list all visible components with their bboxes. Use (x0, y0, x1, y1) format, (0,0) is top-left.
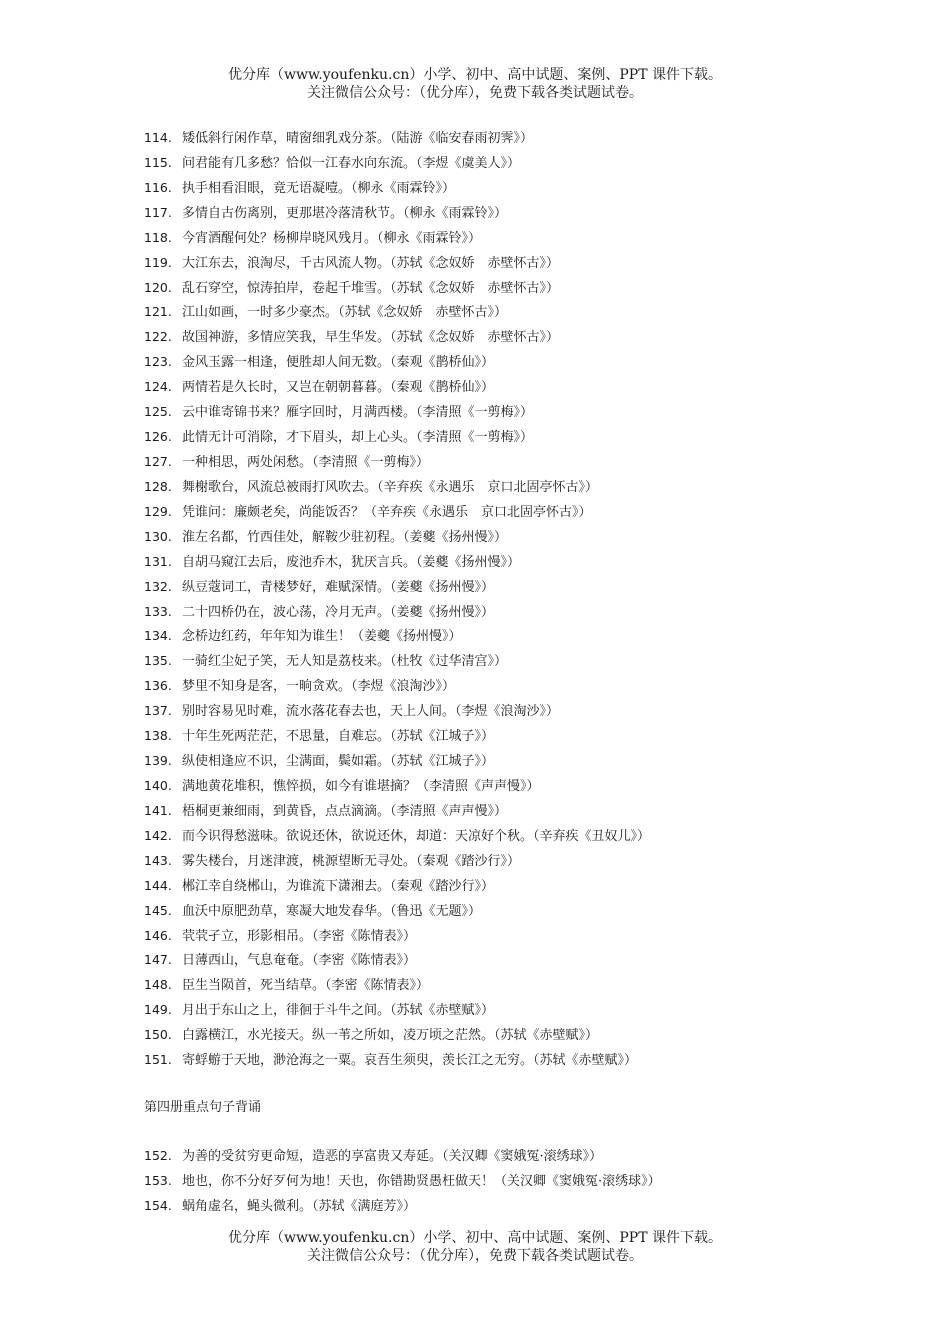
list-item (144, 525, 904, 550)
item-text: 凭谁问：廉颇老矣，尚能饭否？（辛弃疾《永遇乐 京口北固亭怀古》） (182, 504, 592, 520)
item-text: 雾失楼台，月迷津渡，桃源望断无寻处。（秦观《踏沙行》） (182, 853, 521, 869)
section-title: 第四册重点句子背诵 (144, 1100, 262, 1115)
item-text: 问君能有几多愁？恰似一江春水向东流。（李煜《虞美人》） (182, 155, 521, 171)
item-number: 146. (144, 927, 172, 943)
item-text: 郴江幸自绕郴山，为谁流下潇湘去。（秦观《踏沙行》） (182, 878, 495, 894)
item-text: 故国神游，多情应笑我，早生华发。（苏轼《念奴娇 赤壁怀古》） (182, 330, 560, 346)
header-line-2: 关注微信公众号：（优分库），免费下载各类试题试卷。 (307, 85, 643, 101)
sentence-list-2 (144, 1144, 904, 1219)
list-item (144, 151, 904, 176)
item-number: 138. (144, 728, 172, 744)
item-number: 129. (144, 503, 172, 519)
list-item (144, 600, 904, 625)
item-text: 蜗角虚名，蝇头微利。（苏轼《满庭芳》） (182, 1198, 417, 1214)
list-item (144, 276, 904, 301)
item-text: 乱石穿空，惊涛拍岸，卷起千堆雪。（苏轼《念奴娇 赤壁怀古》） (182, 280, 560, 296)
list-item (144, 1194, 904, 1219)
item-number: 145. (144, 902, 172, 918)
item-number: 152. (144, 1148, 172, 1163)
item-text: 茕茕孑立，形影相吊。（李密《陈情表》） (182, 928, 417, 944)
item-text: 而今识得愁滋味。欲说还休，欲说还休，却道：天凉好个秋。（辛弃疾《丑奴儿》） (182, 828, 651, 844)
item-number: 147. (144, 952, 172, 968)
item-number: 117. (144, 204, 172, 220)
list-item (144, 1169, 904, 1194)
list-item (144, 774, 904, 799)
item-number: 127. (144, 453, 172, 469)
item-number: 149. (144, 1002, 172, 1018)
list-item (144, 624, 904, 649)
item-number: 150. (144, 1027, 172, 1043)
list-item (144, 575, 904, 600)
item-number: 124. (144, 379, 172, 395)
list-item (144, 375, 904, 400)
item-text: 此情无计可消除，才下眉头，却上心头。（李清照《一剪梅》） (182, 430, 534, 446)
item-text: 日薄西山，气息奄奄。（李密《陈情表》） (182, 953, 417, 969)
item-number: 151. (144, 1052, 172, 1068)
item-number: 115. (144, 154, 172, 170)
list-item (144, 201, 904, 226)
page-footer (0, 1229, 950, 1265)
list-item (144, 1023, 904, 1048)
item-text: 白露横江，水光接天。纵一苇之所如，凌万顷之茫然。（苏轼《赤壁赋》） (182, 1028, 599, 1044)
item-number: 131. (144, 553, 172, 569)
footer-line-2: 关注微信公众号：（优分库），免费下载各类试题试卷。 (307, 1248, 643, 1264)
item-text: 满地黄花堆积，憔悴损，如今有谁堪摘？（李清照《声声慢》） (182, 778, 540, 794)
item-text: 执手相看泪眼，竟无语凝噎。（柳永《雨霖铃》） (182, 180, 456, 196)
footer-line-1: 优分库（www.youfenku.cn）小学、初中、高中试题、案例、PPT 课件下载。 (227, 1230, 722, 1246)
item-number: 118. (144, 229, 172, 245)
list-item (144, 824, 904, 849)
item-number: 154. (144, 1197, 172, 1213)
item-number: 140. (144, 777, 172, 793)
item-number: 126. (144, 429, 172, 445)
item-text: 云中谁寄锦书来？雁字回时，月满西楼。（李清照《一剪梅》） (182, 405, 534, 421)
list-item (144, 325, 904, 350)
list-item (144, 425, 904, 450)
list-item (144, 350, 904, 375)
item-text: 一种相思，两处闲愁。（李清照《一剪梅》） (182, 454, 430, 470)
item-text: 血沃中原肥劲草，寒凝大地发春华。（鲁迅《无题》） (182, 903, 482, 919)
list-item (144, 126, 904, 151)
list-item (144, 724, 904, 749)
item-number: 142. (144, 827, 172, 843)
list-item (144, 550, 904, 575)
list-item (144, 1144, 904, 1169)
item-number: 134. (144, 628, 172, 644)
item-number: 120. (144, 279, 172, 295)
list-item (144, 450, 904, 475)
item-number: 114. (144, 130, 172, 145)
list-item (144, 973, 904, 998)
item-number: 125. (144, 404, 172, 420)
item-text: 梧桐更兼细雨，到黄昏，点点滴滴。（李清照《声声慢》） (182, 803, 508, 819)
header-line-1: 优分库（www.youfenku.cn）小学、初中、高中试题、案例、PPT 课件下载。 (227, 67, 722, 83)
item-text: 地也，你不分好歹何为地！天也，你错勘贤愚枉做天！（关汉卿《窦娥冤·滚绣球》） (182, 1173, 661, 1189)
list-item (144, 849, 904, 874)
item-text: 二十四桥仍在，波心荡，冷月无声。（姜夔《扬州慢》） (182, 604, 495, 620)
item-number: 143. (144, 852, 172, 868)
item-number: 128. (144, 478, 172, 494)
item-text: 金风玉露一相逢，便胜却人间无数。（秦观《鹊桥仙》） (182, 355, 495, 371)
list-item (144, 251, 904, 276)
item-text: 两情若是久长时，又岂在朝朝暮暮。（秦观《鹊桥仙》） (182, 380, 495, 396)
item-text: 臣生当陨首，死当结草。（李密《陈情表》） (182, 978, 430, 994)
list-item (144, 300, 904, 325)
item-number: 148. (144, 977, 172, 993)
list-item (144, 1048, 904, 1073)
item-number: 133. (144, 603, 172, 619)
list-item (144, 400, 904, 425)
list-item (144, 749, 904, 774)
item-text: 月出于东山之上，徘徊于斗牛之间。（苏轼《赤壁赋》） (182, 1003, 495, 1019)
list-item (144, 475, 904, 500)
item-text: 多情自古伤离别，更那堪冷落清秋节。（柳永《雨霖铃》） (182, 205, 508, 221)
item-number: 116. (144, 179, 172, 195)
item-number: 119. (144, 254, 172, 270)
list-item (144, 924, 904, 949)
item-text: 舞榭歌台，风流总被雨打风吹去。（辛弃疾《永遇乐 京口北固亭怀古》） (182, 479, 599, 495)
item-number: 136. (144, 678, 172, 694)
item-text: 一骑红尘妃子笑，无人知是荔枝来。（杜牧《过华清宫》） (182, 654, 508, 670)
item-number: 141. (144, 802, 172, 818)
item-number: 132. (144, 578, 172, 594)
item-text: 为善的受贫穷更命短，造恶的享富贵又寿延。（关汉卿《窦娥冤·滚绣球》） (182, 1149, 603, 1164)
list-item (144, 226, 904, 251)
list-item (144, 649, 904, 674)
page-header (0, 66, 950, 102)
item-text: 今宵酒醒何处？杨柳岸晓风残月。（柳永《雨霖铃》） (182, 230, 482, 246)
sentence-list (144, 126, 904, 1073)
item-number: 122. (144, 329, 172, 345)
item-text: 纵豆蔻词工，青楼梦好，难赋深情。（姜夔《扬州慢》） (182, 579, 495, 595)
list-item (144, 699, 904, 724)
item-number: 153. (144, 1172, 172, 1188)
item-text: 十年生死两茫茫，不思量，自难忘。（苏轼《江城子》） (182, 729, 495, 745)
list-item (144, 674, 904, 699)
list-item (144, 799, 904, 824)
list-item (144, 874, 904, 899)
list-item (144, 998, 904, 1023)
item-number: 135. (144, 653, 172, 669)
item-number: 121. (144, 304, 172, 320)
item-number: 123. (144, 354, 172, 370)
item-text: 别时容易见时难，流水落花春去也，天上人间。（李煜《浪淘沙》） (182, 704, 560, 720)
item-text: 大江东去，浪淘尽，千古风流人物。（苏轼《念奴娇 赤壁怀古》） (182, 255, 560, 271)
list-item (144, 176, 904, 201)
item-text: 江山如画，一时多少豪杰。（苏轼《念奴娇 赤壁怀古》） (182, 305, 508, 321)
item-text: 念桥边红药，年年知为谁生！（姜夔《扬州慢》） (182, 629, 462, 645)
item-text: 淮左名都，竹西佳处，解鞍少驻初程。（姜夔《扬州慢》） (182, 529, 508, 545)
item-text: 纵使相逢应不识，尘满面，鬓如霜。（苏轼《江城子》） (182, 754, 495, 770)
item-number: 139. (144, 753, 172, 769)
list-item (144, 899, 904, 924)
item-text: 寄蜉蝣于天地，渺沧海之一粟。哀吾生须臾，羡长江之无穷。（苏轼《赤壁赋》） (182, 1053, 638, 1069)
item-number: 144. (144, 877, 172, 893)
list-item (144, 500, 904, 525)
item-text: 矮低斜行闲作草，晴窗细乳戏分茶。（陆游《临安春雨初霁》） (182, 131, 534, 146)
item-number: 137. (144, 703, 172, 719)
item-number: 130. (144, 528, 172, 544)
item-text: 自胡马窥江去后，废池乔木，犹厌言兵。（姜夔《扬州慢》） (182, 554, 521, 570)
list-item (144, 948, 904, 973)
item-text: 梦里不知身是客，一晌贪欢。（李煜《浪淘沙》） (182, 679, 456, 695)
